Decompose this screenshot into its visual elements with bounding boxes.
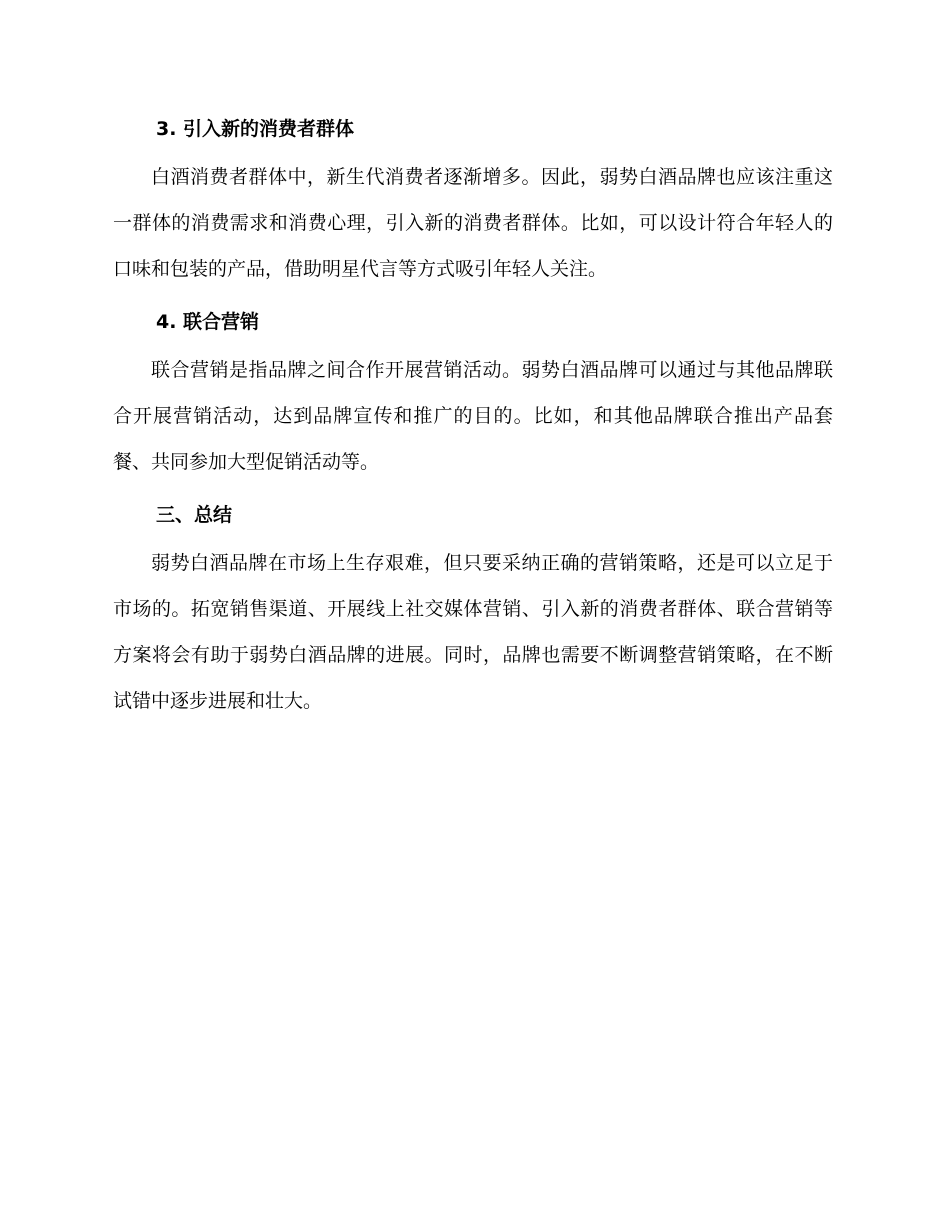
section-body-summary: 弱势白酒品牌在市场上生存艰难，但只要采纳正确的营销策略，还是可以立足于市场的。拓宽销售渠道、开展线上社交媒体营销、引入新的消费者群体、联合营销等方案将会有助于弱势白酒品牌的进展。同时，品牌也需要不断调整营销策略，在不断试错中逐步进展和壮大。 (113, 552, 833, 712)
section-heading-summary: 三、总结 (156, 504, 233, 526)
section-heading-new-consumers: 3. 引入新的消费者群体 (156, 118, 355, 140)
document-page (113, 108, 833, 724)
section-body-joint-marketing: 联合营销是指品牌之间合作开展营销活动。弱势白酒品牌可以通过与其他品牌联合开展营销活动，达到品牌宣传和推广的目的。比如，和其他品牌联合推出产品套餐、共同参加大型促销活动等。 (113, 359, 833, 473)
section-body-new-consumers: 白酒消费者群体中，新生代消费者逐渐增多。因此，弱势白酒品牌也应该注重这一群体的消费需求和消费心理，引入新的消费者群体。比如，可以设计符合年轻人的口味和包装的产品，借助明星代言等方式吸引年轻人关注。 (113, 166, 833, 280)
section-heading-joint-marketing: 4. 联合营销 (156, 311, 260, 333)
